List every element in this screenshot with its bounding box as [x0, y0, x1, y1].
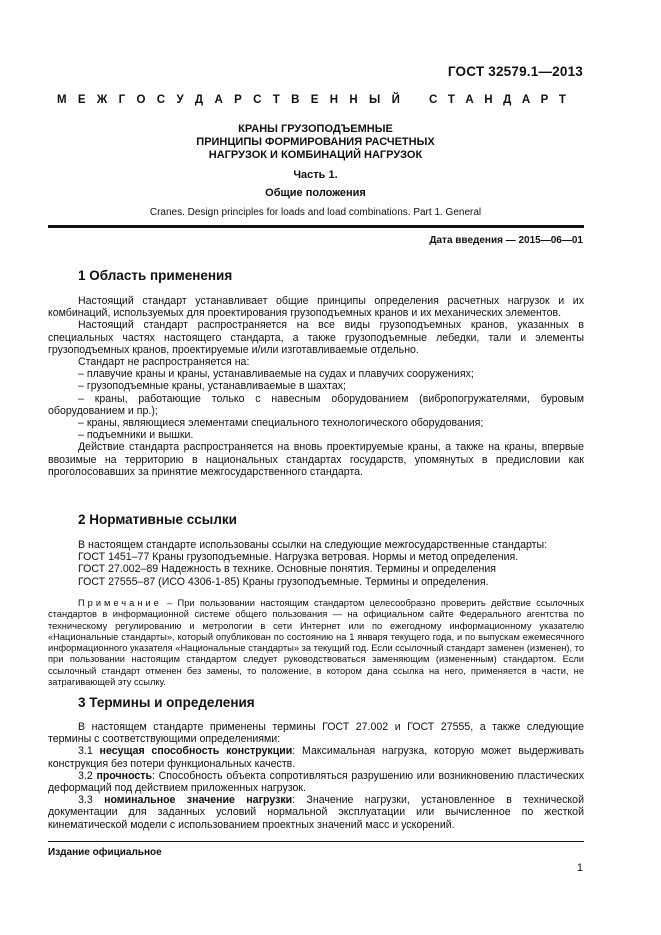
- footer-rule: [48, 841, 584, 842]
- term-text: : Способность объекта сопротивляться разрушению или возникновению пластических деформаций под действием приложенных нагрузок.: [48, 769, 585, 795]
- reference-item: ГОСТ 27.002–89 Надежность в технике. Основные понятия. Термины и определения: [78, 563, 497, 576]
- section-2-heading: 2 Нормативные ссылки: [78, 512, 237, 527]
- english-title: Cranes. Design principles for loads and load combinations. Part 1. General: [149, 207, 482, 218]
- title-line-1: КРАНЫ ГРУЗОПОДЪЕМНЫЕ: [238, 123, 393, 135]
- term-name: номинальное значение нагрузки: [104, 794, 293, 807]
- term-definition: [48, 770, 584, 794]
- banner-word-standard: С Т А Н Д А Р Т: [429, 94, 566, 106]
- term-number: 3.3: [78, 794, 105, 807]
- paragraph: Стандарт не распространяется на:: [78, 356, 250, 369]
- section-2-body: [48, 539, 584, 588]
- edition-label: Издание официальное: [48, 847, 162, 858]
- note-label: Примечание: [78, 598, 162, 608]
- section-1-heading: 1 Область применения: [78, 268, 233, 283]
- gost-code: ГОСТ 32579.1—2013: [447, 64, 583, 79]
- paragraph: Действие стандарта распространяется на вновь проектируемые краны, а также на краны, впервые ввозимые на территорию в национальных стандартах государств, упомянутых в предисловии как проголосовавших за принятие межгосударственного стандарта.: [48, 441, 584, 478]
- term-text: : Максимальная нагрузка, которую может выдерживать конструкция без потери функциональных качеств.: [48, 745, 585, 770]
- reference-item: ГОСТ 1451–77 Краны грузоподъемные. Нагрузка ветровая. Нормы и метод определения.: [78, 551, 519, 564]
- term-text: : Значение нагрузки, установленное в технической документации для заданных условий нормальной эксплуатации или вычисленное по жесткой кинематической модели с использованием проектных значений масс и ускорений.: [48, 794, 584, 831]
- banner-word-interstate: М Е Ж Г О С У Д А Р С Т В Е Н Н Ы Й: [57, 94, 400, 106]
- note-block: [48, 598, 584, 688]
- term-name: прочность: [96, 769, 152, 782]
- list-item: – краны, работающие только с навесным оборудованием (вибропогружателями, буровым оборудованием и пр.);: [48, 392, 584, 417]
- note-text: – При пользовании настоящим стандартом целесообразно проверить действие ссылочных стандартов в информационной системе общего пользования — на официальном сайте Федерального агентства по техническому регулированию и метрологии в сети Интернет или по ежегодному информационному указателю «Национальные стандарты», который опубликован по состоянию на 1 января текущего года, и по выпускам ежемесячного информационного указателя «Национальные стандарты» за текущий год. Если ссылочный стандарт заменен (изменен), то при пользовании настоящим стандартом следует руководствоваться заменяющим (измененным) стандартом. Если ссылочный стандарт отменен без замены, то положение, в котором дана ссылка на него, применяется в части, не затрагивающей эту ссылку.: [48, 598, 584, 688]
- section-1-body: [48, 295, 584, 478]
- document-title: [65, 123, 566, 162]
- list-item: – подъемники и вышки.: [78, 429, 194, 442]
- paragraph: В настоящем стандарте использованы ссылки на следующие межгосударственные стандарты:: [78, 539, 548, 551]
- term-definition: [48, 794, 584, 831]
- list-item: – плавучие краны и краны, устанавливаемые на судах и плавучих сооружениях;: [78, 368, 474, 381]
- term-number: 3.1: [78, 745, 100, 758]
- term-definition: [48, 745, 584, 769]
- reference-item: ГОСТ 27555–87 (ИСО 4306-1-85) Краны грузоподъемные. Термины и определения.: [78, 575, 489, 588]
- introduction-date: Дата введения — 2015—06—01: [429, 235, 583, 246]
- section-3-heading: 3 Термины и определения: [78, 695, 255, 710]
- title-line-3: НАГРУЗОК И КОМБИНАЦИЙ НАГРУЗОК: [208, 149, 423, 161]
- term-number: 3.2: [78, 769, 97, 782]
- standard-banner: [57, 94, 566, 106]
- list-item: – краны, являющиеся элементами специального технологического оборудования;: [78, 417, 484, 430]
- paragraph: В настоящем стандарте применены термины ГОСТ 27.002 и ГОСТ 27555, а также следующие термины с соответствующими определениями:: [48, 721, 584, 746]
- title-line-2: ПРИНЦИПЫ ФОРМИРОВАНИЯ РАСЧЕТНЫХ: [196, 136, 435, 148]
- paragraph: Настоящий стандарт распространяется на все виды грузоподъемных кранов, указанных в специальных частях настоящего стандарта, а также грузоподъемные лебедки, тали и элементы грузоподъемных кранов, проектируемые и/или изготавливаемые отдельно.: [48, 319, 584, 356]
- paragraph: Настоящий стандарт устанавливает общие принципы определения расчетных нагрузок и их комбинаций, используемых для проектирования грузоподъемных кранов и их механических элементов.: [48, 295, 584, 320]
- page-number: 1: [576, 862, 583, 874]
- list-item: – грузоподъемные краны, устанавливаемые в шахтах;: [78, 380, 346, 393]
- header-rule: [48, 225, 584, 228]
- part-title: Общие положения: [265, 187, 366, 199]
- part-number: Часть 1.: [293, 169, 338, 181]
- term-name: несущая способность конструкции: [99, 745, 293, 758]
- section-3-body: [48, 721, 584, 831]
